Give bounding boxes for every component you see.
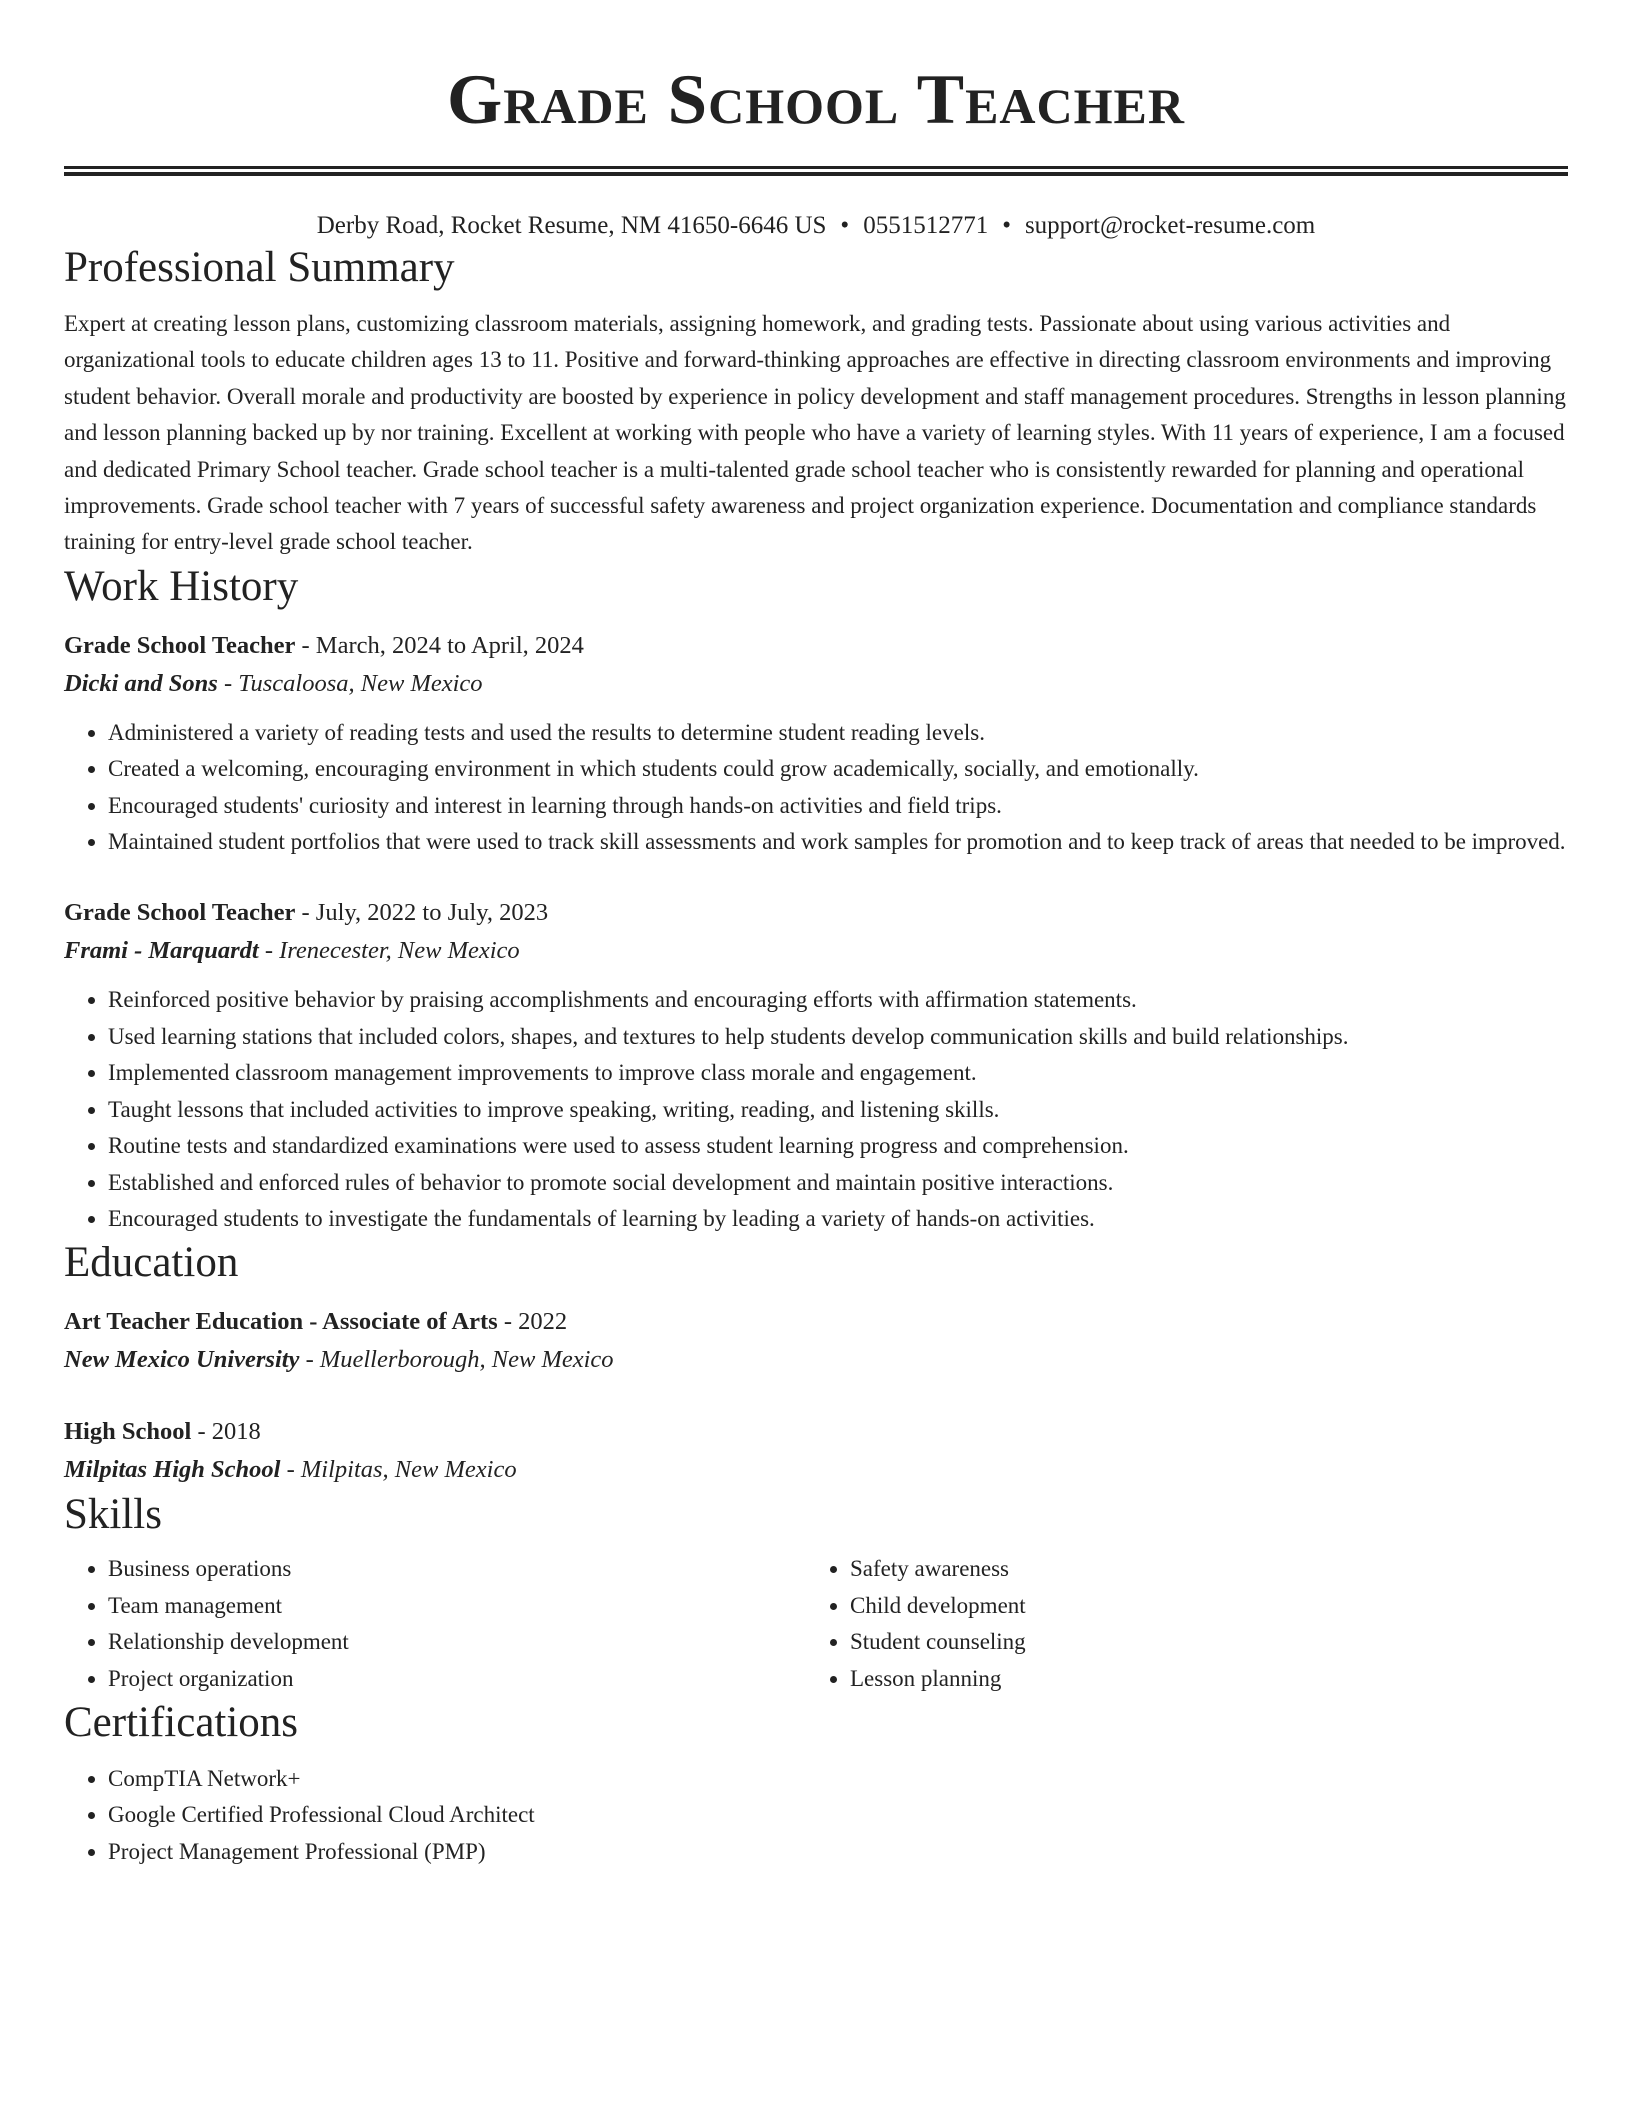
contact-separator: • — [840, 212, 850, 239]
contact-separator: • — [1002, 212, 1011, 239]
job-title-line — [64, 627, 1568, 665]
skills-column-left — [64, 1551, 806, 1697]
work-history-heading: Work History — [64, 562, 299, 610]
skills-list — [806, 1551, 1548, 1697]
school-location: - Milpitas, New Mexico — [280, 1456, 517, 1484]
certification-item: • Google Certified Professional Cloud Architect — [108, 1797, 1568, 1833]
skills-grid — [64, 1551, 1568, 1697]
skill-item: • Project organization — [108, 1661, 806, 1697]
job-bullet: • Routine tests and standardized examinations were used to assess student learning progress and comprehension. — [108, 1128, 1568, 1164]
school-line — [64, 1341, 1568, 1379]
education-entry — [64, 1303, 1568, 1379]
job-bullets — [64, 982, 1568, 1237]
certification-item: • Project Management Professional (PMP) — [108, 1834, 1568, 1870]
job-bullet: • Encouraged students' curiosity and interest in learning through hands-on activities and field trips. — [108, 788, 1568, 824]
education-heading: Education — [64, 1239, 239, 1287]
degree-year: - 2022 — [497, 1308, 568, 1336]
degree-line — [64, 1413, 1568, 1451]
job-bullets — [64, 715, 1568, 861]
job-dates: - July, 2022 to July, 2023 — [295, 899, 549, 927]
skills-heading: Skills — [64, 1491, 162, 1539]
degree-name: Art Teacher Education - Associate of Arts — [64, 1308, 498, 1336]
job-bullet: • Administered a variety of reading tests and used the results to determine student reading levels. — [108, 715, 1568, 751]
certifications-list — [64, 1761, 1568, 1870]
skill-item: • Lesson planning — [850, 1661, 1548, 1697]
job-company: Frami - Marquardt — [64, 937, 259, 965]
contact-phone: 0551512771 — [863, 212, 989, 239]
degree-name: High School — [64, 1418, 192, 1446]
summary-heading: Professional Summary — [64, 244, 455, 291]
job-title-line — [64, 894, 1568, 932]
school-name: New Mexico University — [64, 1346, 300, 1374]
skill-item: • Relationship development — [108, 1624, 806, 1660]
contact-address: Derby Road, Rocket Resume, NM 41650-6646 US — [316, 212, 827, 239]
job-title: Grade School Teacher — [64, 899, 296, 927]
contact-line — [64, 210, 1568, 242]
school-location: - Muellerborough, New Mexico — [299, 1346, 614, 1374]
degree-line — [64, 1303, 1568, 1341]
skill-item: • Business operations — [108, 1551, 806, 1587]
skills-column-right — [806, 1551, 1548, 1697]
job-dates: - March, 2024 to April, 2024 — [295, 631, 584, 659]
job-location: - Irenecester, New Mexico — [258, 937, 520, 965]
job-bullet: • Taught lessons that included activities to improve speaking, writing, reading, and listening skills. — [108, 1092, 1568, 1128]
job-bullet: • Reinforced positive behavior by praising accomplishments and encouraging efforts with affirmation statements. — [108, 982, 1568, 1018]
job-title: Grade School Teacher — [64, 631, 296, 659]
job-location: - Tuscaloosa, New Mexico — [217, 669, 483, 697]
job-bullet: • Encouraged students to investigate the fundamentals of learning by leading a variety of hands-on activities. — [108, 1201, 1568, 1237]
job-bullet: • Established and enforced rules of behavior to promote social development and maintain positive interactions. — [108, 1165, 1568, 1201]
education-entry — [64, 1413, 1568, 1489]
job-bullet: • Used learning stations that included colors, shapes, and textures to help students develop communication skills and build relationships. — [108, 1019, 1568, 1055]
certification-item: • CompTIA Network+ — [108, 1761, 1568, 1797]
school-name: Milpitas High School — [64, 1456, 281, 1484]
job-entry — [64, 894, 1568, 1237]
skill-item: • Safety awareness — [850, 1551, 1548, 1587]
job-entry — [64, 627, 1568, 861]
skill-item: • Student counseling — [850, 1624, 1548, 1660]
job-company-line — [64, 932, 1568, 970]
contact-email[interactable]: support@rocket-resume.com — [1024, 212, 1316, 239]
certifications-heading: Certifications — [64, 1698, 299, 1746]
job-bullet: • Maintained student portfolios that were used to track skill assessments and work samples for promotion and to keep track of areas that needed to be improved. — [108, 824, 1568, 860]
skill-item: • Team management — [108, 1588, 806, 1624]
school-line — [64, 1451, 1568, 1489]
job-company-line — [64, 665, 1568, 703]
skills-list — [64, 1551, 806, 1697]
skill-item: • Child development — [850, 1588, 1548, 1624]
summary-text: Expert at creating lesson plans, customizing classroom materials, assigning homework, and grading tests. Passionate about using various activities and organizational tools to educate children ages 13 to 11. Positive and forward-thinking approaches are effective in directing classroom environments and improving student behavior. Overall morale and productivity are boosted by experience in policy development and staff management procedures. Strengths in lesson planning and lesson planning backed up by nor training. Excellent at working with people who have a variety of learning styles. With 11 years of experience, I am a focused and dedicated Primary School teacher. Grade school teacher is a multi-talented grade school teacher who is consistently rewarded for planning and operational improvements. Grade school teacher with 7 years of successful safety awareness and project organization experience. Documentation and compliance standards training for entry-level grade school teacher. — [64, 311, 1566, 555]
job-bullet: • Created a welcoming, encouraging environment in which students could grow academically, socially, and emotionally. — [108, 751, 1568, 787]
title-divider — [64, 166, 1568, 176]
degree-year: - 2018 — [191, 1418, 261, 1446]
job-company: Dicki and Sons — [64, 669, 218, 697]
resume-title: Grade School Teacher — [446, 61, 1185, 139]
job-bullet: • Implemented classroom management improvements to improve class morale and engagement. — [108, 1055, 1568, 1091]
